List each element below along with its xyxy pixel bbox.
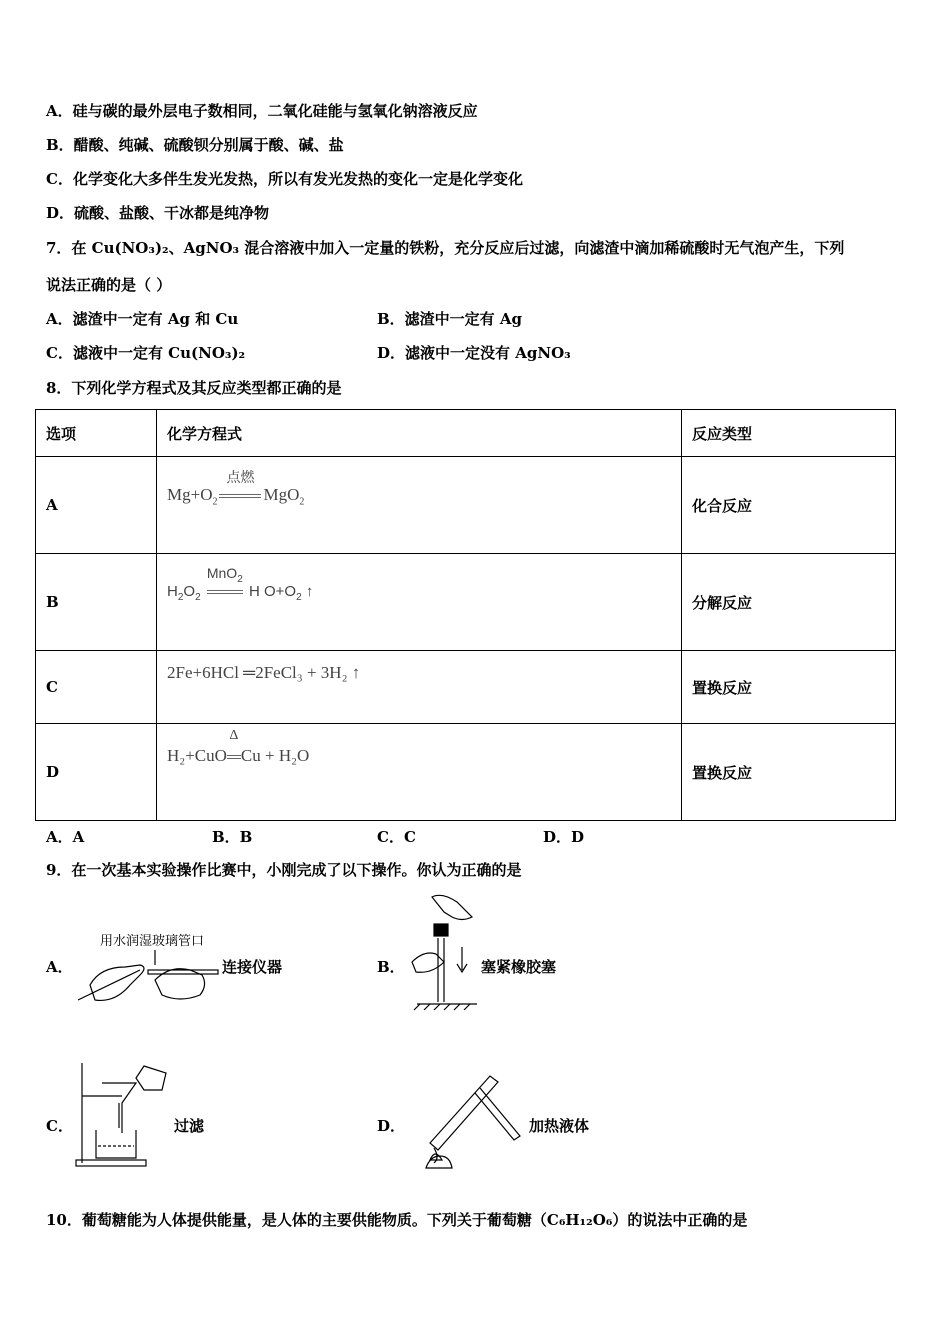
row-equation [157,724,682,821]
q10-stem: 10．葡萄糖能为人体提供能量，是人体的主要供能物质。下列关于葡萄糖（C₆H₁₂O₆）的说法中正确的是 [46,1211,748,1229]
reactants: H [167,583,178,600]
subscript: 2 [299,496,305,508]
equation-b: $H_2O_2$ MnO$_2$ H $O+O_2$ ↑ [167,565,314,603]
row-option: D [36,724,157,821]
row-option: A [36,457,157,554]
table-row [36,554,896,651]
q9-option-c-letter: C． [46,1117,73,1135]
q7-option-d: D．滤液中一定没有 AgNO₃ [377,344,571,362]
products: MgO [263,485,300,504]
connecting-tube-illustration [70,945,220,1007]
q9-option-d-letter: D． [377,1117,406,1135]
table-row [36,724,896,821]
row-type: 分解反应 [682,554,896,651]
q9-option-d-caption: 加热液体 [529,1117,590,1135]
q8-stem: 8．下列化学方程式及其反应类型都正确的是 [46,379,342,397]
equation-a [167,471,305,508]
q6-option-d: D．硫酸、盐酸、干冰都是纯净物 [46,204,270,222]
table-header-row [36,410,896,457]
row-type: 置换反应 [682,651,896,724]
row-equation [157,457,682,554]
condition: MnO$_2$ [206,565,243,585]
header-equation: 化学方程式 [157,410,682,457]
q9-a-annotation: 用水润湿玻璃管口 [100,933,205,948]
row-type: 化合反应 [682,457,896,554]
subscript: 2 [212,496,218,508]
reactants: H₂+CuO [167,746,227,765]
products: Cu + H₂O [240,746,310,765]
q6-option-c: C．化学变化大多伴生发光发热，所以有发光发热的变化一定是化学变化 [46,170,523,188]
q9-option-a-caption: 连接仪器 [222,958,283,976]
q9-option-c-caption: 过滤 [174,1117,205,1135]
q9-option-a-letter: A． [46,958,73,976]
row-option: B [36,554,157,651]
answer-d: D．D [543,828,585,846]
products: H O+O [248,583,297,600]
table-row [36,651,896,724]
row-type: 置换反应 [682,724,896,821]
equation-table [35,409,896,821]
q9-stem: 9．在一次基本实验操作比赛中，小刚完成了以下操作。你认为正确的是 [46,861,522,879]
row-option: C [36,651,157,724]
q9-option-b-caption: 塞紧橡胶塞 [481,958,557,976]
row-equation [157,651,682,724]
equation-d [167,728,310,765]
reactants: Mg+O [167,485,213,504]
condition: 点燃 [226,471,255,486]
filtration-illustration [74,1058,174,1168]
stopper-illustration [402,892,482,1012]
answer-c: C．C [377,828,416,846]
answer-b: B．B [212,828,253,846]
answer-a: A．A [46,828,85,846]
header-option: 选项 [36,410,157,457]
row-equation [157,554,682,651]
equation-c: 2Fe+6HCl ═2FeCl₃ + 3H₂ ↑ [167,663,361,682]
q7-stem-line1: 7．在 Cu(NO₃)₂、AgNO₃ 混合溶液中加入一定量的铁粉，充分反应后过滤，向滤渣中滴加稀硫酸时无气泡产生，下列 [46,239,845,257]
q9-option-b-letter: B． [377,958,405,976]
q7-option-b: B．滤渣中一定有 Ag [377,310,523,328]
q6-option-a: A．硅与碳的最外层电子数相同，二氧化硅能与氢氧化钠溶液反应 [46,102,478,120]
q7-option-a: A．滤渣中一定有 Ag 和 Cu [46,310,239,328]
table-row [36,457,896,554]
condition: Δ [229,728,239,743]
q7-stem-line2: 说法正确的是（ ） [46,276,172,294]
heating-liquid-illustration [420,1068,530,1173]
q7-option-c: C．滤液中一定有 Cu(NO₃)₂ [46,344,246,362]
q6-option-b: B．醋酸、纯碱、硫酸钡分别属于酸、碱、盐 [46,136,344,154]
header-type: 反应类型 [682,410,896,457]
